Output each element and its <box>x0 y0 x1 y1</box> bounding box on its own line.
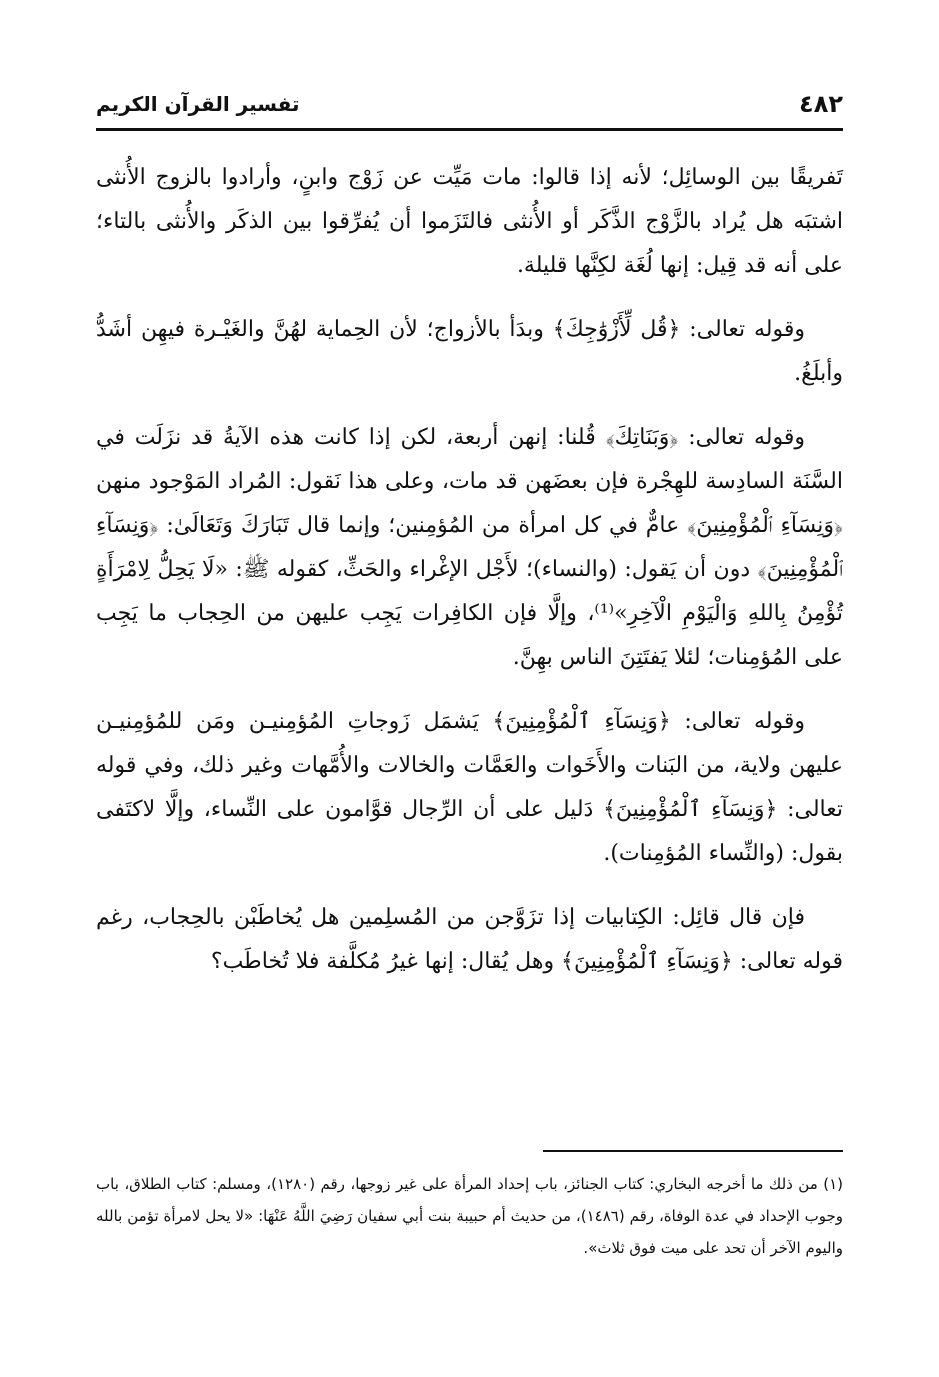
paragraph-5: فإن قال قائِل: الكِتابيات إذا تزَوَّجن من المُسلِمين هل يُخاطَبْن بالحِجاب، رغم قوله تعالى: ﴿وَنِسَآءِ ٱلْمُؤْمِنِينَ﴾ وهل يُقال: إنها غيرُ مُكلَّفة فلا تُخاطَب؟ <box>96 905 843 974</box>
main-text <box>96 156 843 1004</box>
book-title: تفسير القرآن الكريم <box>96 92 300 116</box>
paragraph-3: وقوله تعالى: ﴿وَبَنَاتِكَ﴾ قُلنا: إنهن أربعة، لكن إذا كانت هذه الآيةُ قد نزَلَت في السَّنَة السادِسة للهِجْرة فإن بعضَهن قد مات، وعلى هذا نَقول: المُراد المَوْجود منهن ﴿وَنِسَآءِ ٱلْمُؤْمِنِينَ﴾ عامٌّ في كل امرأة من المُؤمِنين؛ وإنما قال تَبَارَكَ وَتَعَالَىٰ: ﴿وَنِسَآءِ ٱلْمُؤْمِنِينَ﴾ دون أن يَقول: (والنساء)؛ لأَجْل الإغْراء والحَثِّ، كقوله ﷺ: «لَا يَحِلُّ لِامْرَأَةٍ تُؤْمِنُ بِاللهِ وَالْيَوْمِ الْآخِرِ»⁽¹⁾، وإلَّا فإن الكافِرات يَجِب عليهن من الحِجاب ما يَجِب على المُؤمِنات؛ لئلا يَفتَتِنَ الناس بهِنَّ. <box>96 425 843 670</box>
footnotes <box>96 1168 843 1264</box>
page-header <box>96 88 843 128</box>
footnote-1: (١) من ذلك ما أخرجه البخاري: كتاب الجنائز، باب إحداد المرأة على غير زوجها، رقم (١٢٨٠)، ومسلم: كتاب الطلاق، باب وجوب الإحداد في عدة الوفاة، رقم (١٤٨٦)، من حديث أم حبيبة بنت أبي سفيان رَضِيَ اللَّهُ عَنْهَا: «لا يحل لامرأة تؤمن بالله واليوم الآخر أن تحد على ميت فوق ثلاث». <box>96 1175 843 1257</box>
page-number: ٤٨٢ <box>799 90 843 118</box>
footnote-divider <box>543 1150 843 1152</box>
paragraph-1: تَفريقًا بين الوسائِل؛ لأنه إذا قالوا: مات مَيِّت عن زَوْج وابنٍ، وأرادوا بالزوج الأُنثى اشتبَه هل يُراد بالزَّوْج الذَّكَر أو الأُنثى فالتَزَموا أن يُفرِّقوا بين الذكَر والأُنثى بالتاء؛ على أنه قد قِيل: إنها لُغَة لكِنَّها قليلة. <box>96 165 843 278</box>
header-divider <box>96 128 843 131</box>
paragraph-2: وقوله تعالى: ﴿قُل لِّأَزْوَٰجِكَ﴾ وبدَأ بالأزواج؛ لأن الحِماية لهُنَّ والغَيْـرة فيهِن أشَدُّ وأبلَغُ. <box>96 317 843 386</box>
paragraph-4: وقوله تعالى: ﴿وَنِسَآءِ ٱلْمُؤْمِنِينَ﴾ يَشمَل زَوجاتِ المُؤمِنيـن ومَن للمُؤمِنيـن عليهن ولاية، من البَنات والأَخَوات والعَمَّات والخالات والأُمَّهات وغير ذلك، وفي قوله تعالى: ﴿وَنِسَآءِ ٱلْمُؤْمِنِينَ﴾ دَليل على أن الرِّجال قوَّامون على النِّساء، وإلَّا لاكتَفى بقول: (والنِّساء المُؤمِنات). <box>96 709 843 866</box>
